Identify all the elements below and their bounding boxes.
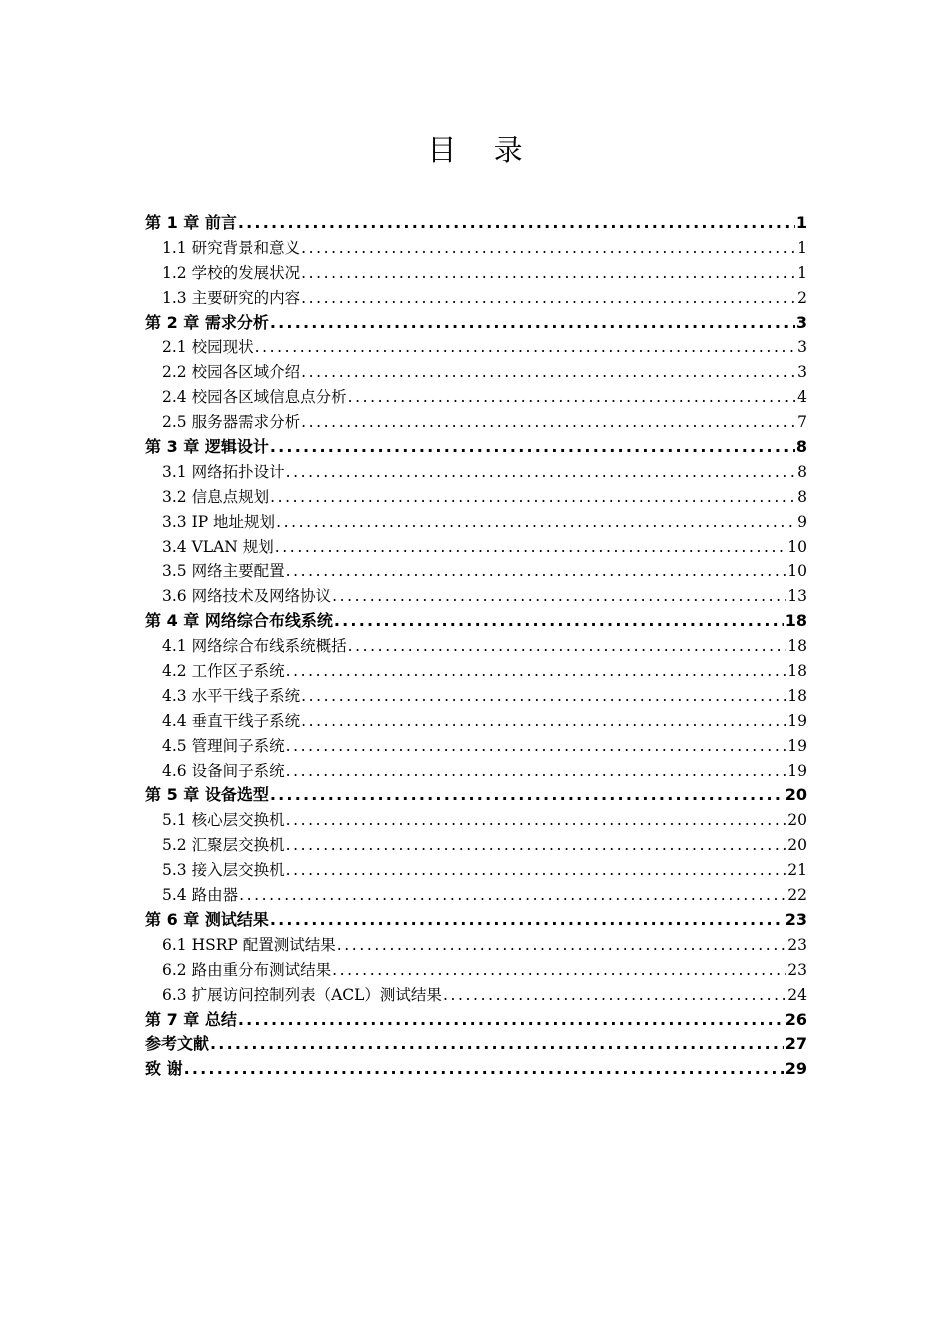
toc-dot-leader bbox=[301, 410, 796, 435]
toc-chapter-entry[interactable] bbox=[145, 783, 807, 808]
toc-dot-leader bbox=[332, 584, 786, 609]
toc-dot-leader bbox=[286, 460, 797, 485]
toc-page-number: 23 bbox=[787, 935, 807, 954]
toc-section-entry[interactable] bbox=[145, 485, 807, 510]
toc-entry-label: 1.1 研究背景和意义 bbox=[162, 238, 301, 257]
toc-dot-leader bbox=[270, 311, 795, 336]
toc-chapter-entry[interactable] bbox=[145, 609, 807, 634]
toc-page-number: 18 bbox=[784, 611, 807, 631]
toc-entry-label: 第 7 章 总结 bbox=[145, 1009, 237, 1029]
toc-section-entry[interactable] bbox=[145, 933, 807, 958]
toc-entry-label: 5.3 接入层交换机 bbox=[162, 861, 285, 880]
toc-section-entry[interactable] bbox=[145, 584, 807, 609]
toc-dot-leader bbox=[286, 833, 787, 858]
toc-dot-leader bbox=[286, 559, 787, 584]
toc-entry-label: 2.1 校园现状 bbox=[162, 338, 254, 357]
toc-page-number: 8 bbox=[797, 462, 807, 481]
toc-entry-label: 5.4 路由器 bbox=[162, 886, 239, 905]
toc-page-number: 27 bbox=[784, 1034, 807, 1054]
toc-dot-leader bbox=[270, 485, 796, 510]
toc-page-number: 18 bbox=[787, 686, 807, 705]
toc-dot-leader bbox=[238, 1008, 784, 1033]
toc-entry-label: 3.3 IP 地址规划 bbox=[162, 512, 276, 531]
toc-dot-leader bbox=[275, 535, 787, 560]
toc-entry-label: 第 4 章 网络综合布线系统 bbox=[145, 611, 333, 631]
toc-entry-label: 3.1 网络拓扑设计 bbox=[162, 462, 285, 481]
toc-dot-leader bbox=[286, 734, 787, 759]
toc-section-entry[interactable] bbox=[145, 360, 807, 385]
toc-chapter-entry[interactable] bbox=[145, 1032, 807, 1057]
toc-dot-leader bbox=[255, 335, 797, 360]
toc-dot-leader bbox=[286, 759, 787, 784]
toc-chapter-entry[interactable] bbox=[145, 211, 807, 236]
toc-dot-leader bbox=[348, 385, 797, 410]
toc-page-number: 19 bbox=[787, 736, 807, 755]
toc-dot-leader bbox=[337, 933, 787, 958]
toc-page-number: 8 bbox=[797, 487, 807, 506]
toc-chapter-entry[interactable] bbox=[145, 311, 807, 336]
toc-chapter-entry[interactable] bbox=[145, 435, 807, 460]
toc-section-entry[interactable] bbox=[145, 559, 807, 584]
toc-page-number: 1 bbox=[795, 213, 807, 232]
toc-chapter-entry[interactable] bbox=[145, 908, 807, 933]
toc-entry-label: 4.3 水平干线子系统 bbox=[162, 686, 301, 705]
toc-page-number: 10 bbox=[787, 562, 807, 581]
toc-entry-label: 参考文献 bbox=[145, 1034, 210, 1054]
toc-dot-leader bbox=[301, 684, 786, 709]
toc-entry-label: 4.1 网络综合布线系统概括 bbox=[162, 637, 347, 656]
toc-dot-leader bbox=[239, 883, 786, 908]
toc-entry-label: 1.3 主要研究的内容 bbox=[162, 288, 301, 307]
toc-page-number: 3 bbox=[795, 312, 807, 332]
toc-dot-leader bbox=[286, 659, 787, 684]
toc-dot-leader bbox=[332, 958, 786, 983]
toc-section-entry[interactable] bbox=[145, 858, 807, 883]
toc-dot-leader bbox=[270, 908, 784, 933]
toc-page-number: 9 bbox=[797, 512, 807, 531]
toc-page-number: 18 bbox=[787, 662, 807, 681]
page-title: 目 录 bbox=[427, 133, 537, 167]
toc-dot-leader bbox=[276, 510, 796, 535]
toc-dot-leader bbox=[301, 236, 796, 261]
toc-entry-label: 1.2 学校的发展状况 bbox=[162, 263, 301, 282]
toc-section-entry[interactable] bbox=[145, 833, 807, 858]
toc-section-entry[interactable] bbox=[145, 535, 807, 560]
table-of-contents bbox=[145, 211, 807, 1082]
toc-entry-label: 4.2 工作区子系统 bbox=[162, 662, 285, 681]
toc-dot-leader bbox=[348, 634, 787, 659]
toc-section-entry[interactable] bbox=[145, 709, 807, 734]
toc-dot-leader bbox=[334, 609, 784, 634]
toc-section-entry[interactable] bbox=[145, 261, 807, 286]
toc-page-number: 4 bbox=[797, 388, 807, 407]
toc-dot-leader bbox=[301, 709, 786, 734]
toc-entry-label: 2.4 校园各区域信息点分析 bbox=[162, 388, 347, 407]
toc-entry-label: 第 2 章 需求分析 bbox=[145, 312, 269, 332]
toc-section-entry[interactable] bbox=[145, 983, 807, 1008]
toc-dot-leader bbox=[443, 983, 786, 1008]
toc-entry-label: 5.2 汇聚层交换机 bbox=[162, 836, 285, 855]
toc-page-number: 3 bbox=[797, 338, 807, 357]
toc-page-number: 26 bbox=[784, 1009, 807, 1029]
toc-page-number: 20 bbox=[784, 785, 807, 805]
toc-entry-label: 5.1 核心层交换机 bbox=[162, 811, 285, 830]
toc-entry-label: 4.5 管理间子系统 bbox=[162, 736, 285, 755]
toc-chapter-entry[interactable] bbox=[145, 1008, 807, 1033]
toc-section-entry[interactable] bbox=[145, 958, 807, 983]
toc-dot-leader bbox=[270, 783, 784, 808]
toc-entry-label: 3.6 网络技术及网络协议 bbox=[162, 587, 332, 606]
toc-dot-leader bbox=[301, 286, 796, 311]
toc-entry-label: 4.4 垂直干线子系统 bbox=[162, 711, 301, 730]
toc-entry-label: 第 6 章 测试结果 bbox=[145, 909, 269, 929]
toc-entry-label: 4.6 设备间子系统 bbox=[162, 761, 285, 780]
toc-page-number: 23 bbox=[784, 909, 807, 929]
toc-section-entry[interactable] bbox=[145, 734, 807, 759]
toc-page-number: 13 bbox=[787, 587, 807, 606]
toc-entry-label: 第 1 章 前言 bbox=[145, 213, 237, 232]
toc-page-number: 3 bbox=[797, 363, 807, 382]
toc-section-entry[interactable] bbox=[145, 659, 807, 684]
toc-page-number: 1 bbox=[797, 238, 807, 257]
toc-page-number: 19 bbox=[787, 711, 807, 730]
toc-page-number: 1 bbox=[797, 263, 807, 282]
toc-section-entry[interactable] bbox=[145, 634, 807, 659]
toc-page-number: 21 bbox=[787, 861, 807, 880]
toc-section-entry[interactable] bbox=[145, 684, 807, 709]
toc-page-number: 10 bbox=[787, 537, 807, 556]
toc-page-number: 19 bbox=[787, 761, 807, 780]
toc-entry-label: 3.4 VLAN 规划 bbox=[162, 537, 274, 556]
toc-dot-leader bbox=[184, 1057, 784, 1082]
toc-section-entry[interactable] bbox=[145, 460, 807, 485]
toc-dot-leader bbox=[286, 858, 787, 883]
toc-section-entry[interactable] bbox=[145, 236, 807, 261]
toc-page-number: 24 bbox=[787, 985, 807, 1004]
toc-page-number: 8 bbox=[795, 437, 807, 457]
toc-entry-label: 3.5 网络主要配置 bbox=[162, 562, 285, 581]
toc-section-entry[interactable] bbox=[145, 883, 807, 908]
toc-entry-label: 2.5 服务器需求分析 bbox=[162, 413, 301, 432]
toc-dot-leader bbox=[210, 1032, 784, 1057]
toc-page-number: 23 bbox=[787, 960, 807, 979]
toc-entry-label: 第 5 章 设备选型 bbox=[145, 785, 269, 805]
toc-dot-leader bbox=[301, 261, 796, 286]
toc-dot-leader bbox=[301, 360, 796, 385]
toc-page-number: 29 bbox=[784, 1059, 807, 1079]
toc-page-number: 20 bbox=[787, 811, 807, 830]
toc-page-number: 22 bbox=[787, 886, 807, 905]
toc-entry-label: 6.1 HSRP 配置测试结果 bbox=[162, 935, 336, 954]
toc-entry-label: 6.3 扩展访问控制列表（ACL）测试结果 bbox=[162, 985, 442, 1004]
toc-section-entry[interactable] bbox=[145, 286, 807, 311]
toc-section-entry[interactable] bbox=[145, 335, 807, 360]
toc-section-entry[interactable] bbox=[145, 510, 807, 535]
toc-entry-label: 2.2 校园各区域介绍 bbox=[162, 363, 301, 382]
toc-entry-label: 6.2 路由重分布测试结果 bbox=[162, 960, 332, 979]
toc-dot-leader bbox=[270, 435, 795, 460]
toc-section-entry[interactable] bbox=[145, 410, 807, 435]
toc-page-number: 7 bbox=[797, 413, 807, 432]
toc-dot-leader bbox=[286, 808, 787, 833]
toc-page-number: 2 bbox=[797, 288, 807, 307]
toc-page-number: 20 bbox=[787, 836, 807, 855]
toc-entry-label: 第 3 章 逻辑设计 bbox=[145, 437, 269, 457]
toc-page-number: 18 bbox=[787, 637, 807, 656]
toc-section-entry[interactable] bbox=[145, 759, 807, 784]
toc-entry-label: 致 谢 bbox=[145, 1059, 183, 1079]
toc-dot-leader bbox=[238, 211, 795, 236]
toc-entry-label: 3.2 信息点规划 bbox=[162, 487, 270, 506]
toc-chapter-entry[interactable] bbox=[145, 1057, 807, 1082]
toc-section-entry[interactable] bbox=[145, 808, 807, 833]
toc-section-entry[interactable] bbox=[145, 385, 807, 410]
